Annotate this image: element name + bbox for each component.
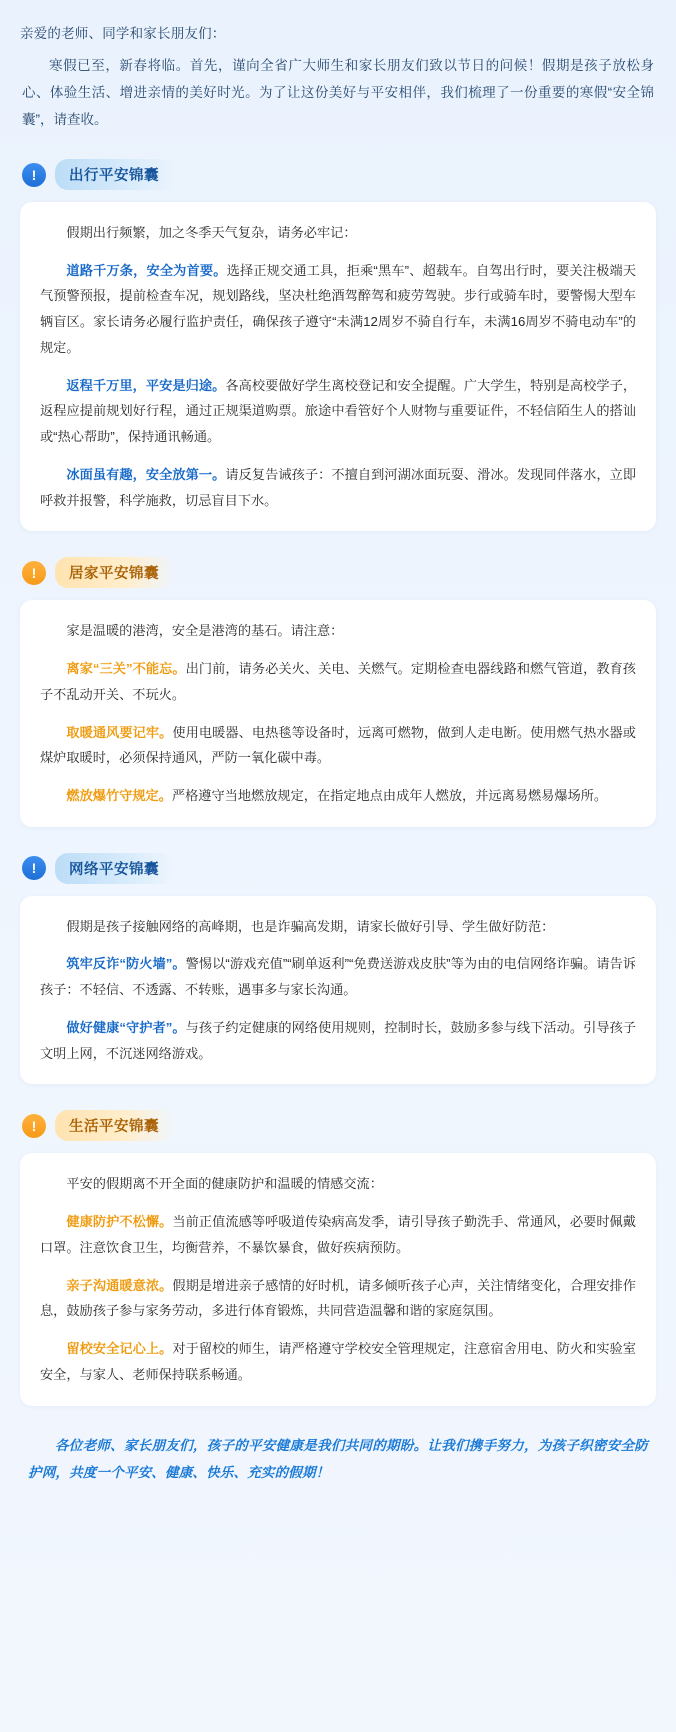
paragraph-lead: 离家“三关”不能忘。 (66, 661, 186, 677)
paragraph-text: 与孩子约定健康的网络使用规则，控制时长，鼓励多参与线下活动。引导孩子文明上网，不沉迷网络游戏。 (40, 1019, 636, 1061)
paragraph-lead: 亲子沟通暖意浓。 (66, 1277, 173, 1293)
paragraph (40, 1273, 636, 1324)
paragraph (40, 914, 636, 940)
section-heading-3 (22, 853, 658, 884)
paragraph-lead: 做好健康“守护者”。 (66, 1019, 186, 1035)
paragraph-lead: 返程千万里，平安是归途。 (66, 377, 226, 393)
exclamation-icon: ! (22, 856, 46, 880)
paragraph-lead: 健康防护不松懈。 (66, 1214, 173, 1230)
paragraph-lead: 燃放爆竹守规定。 (66, 788, 172, 804)
greeting-line: 亲爱的老师、同学和家长朋友们： (20, 26, 226, 41)
paragraph-text: 使用电暖器、电热毯等设备时，远离可燃物，做到人走电断。使用燃气热水器或煤炉取暖时，必须保持通风，严防一氧化碳中毒。 (40, 724, 636, 766)
paragraph-lead: 留校安全记心上。 (66, 1341, 173, 1357)
paragraph (40, 951, 636, 1002)
section-card-2 (20, 600, 656, 826)
section-title-3: 网络平安锦囊 (55, 853, 175, 884)
section-heading-2 (22, 557, 658, 588)
paragraph (40, 258, 636, 361)
section-title-1: 出行平安锦囊 (55, 159, 175, 190)
paragraph (40, 1171, 636, 1197)
paragraph-text: 严格遵守当地燃放规定，在指定地点由成年人燃放，并远离易燃易爆场所。 (171, 788, 608, 804)
paragraph (40, 720, 636, 771)
paragraph-text: 请反复告诫孩子：不擅自到河湖冰面玩耍、滑冰。发现同伴落水，立即呼救并报警，科学施救，切忌盲目下水。 (40, 466, 637, 508)
section-card-4 (20, 1153, 656, 1405)
section-heading-4 (22, 1110, 658, 1141)
paragraph-text: 警惕以“游戏充值”“刷单返利”“免费送游戏皮肤”等为由的电信网络诈骗。请告诉孩子：不轻信、不透露、不转账，遇事多与家长沟通。 (40, 956, 636, 998)
paragraph-text: 平安的假期离不开全面的健康防护和温暖的情感交流： (66, 1176, 383, 1192)
paragraph (40, 656, 636, 707)
paragraph-lead: 道路千万条，安全为首要。 (66, 262, 227, 278)
intro-paragraph: 寒假已至，新春将临。首先，谨向全省广大师生和家长朋友们致以节日的问候！假期是孩子放松身心、体验生活、增进亲情的美好时光。为了让这份美好与平安相伴，我们梳理了一份重要的寒假“安全锦囊”，请查收。 (22, 58, 654, 127)
exclamation-icon: ! (22, 163, 46, 187)
paragraph-text: 对于留校的师生，请严格遵守学校安全管理规定，注意宿舍用电、防火和实验室安全，与家人、老师保持联系畅通。 (40, 1341, 636, 1382)
paragraph (40, 1209, 636, 1260)
paragraph (40, 783, 636, 809)
paragraph (40, 1336, 636, 1387)
paragraph-text: 假期是孩子接触网络的高峰期，也是诈骗高发期，请家长做好引导、学生做好防范： (66, 918, 555, 934)
paragraph (40, 220, 636, 246)
paragraph-text: 假期是增进亲子感情的好时机，请多倾听孩子心声，关注情绪变化，合理安排作息，鼓励孩子参与家务劳动，多进行体育锻炼，共同营造温馨和谐的家庭氛围。 (40, 1277, 636, 1319)
section-card-3 (20, 896, 656, 1085)
paragraph-lead: 筑牢反诈“防火墙”。 (66, 956, 186, 972)
exclamation-icon: ! (22, 1114, 46, 1138)
closing-paragraph: 各位老师、家长朋友们，孩子的平安健康是我们共同的期盼。让我们携手努力，为孩子织密安全防护网，共度一个平安、健康、快乐、充实的假期！ (28, 1437, 648, 1480)
paragraph-text: 家是温暖的港湾，安全是港湾的基石。请注意： (66, 623, 344, 639)
paragraph-text: 各高校要做好学生离校登记和安全提醒。广大学生，特别是高校学子，返程应提前规划好行程，通过正规渠道购票。旅途中看管好个人财物与重要证件，不轻信陌生人的搭讪或“热心帮助”，保持通讯畅通。 (40, 377, 637, 445)
section-card-1 (20, 202, 656, 531)
paragraph (40, 462, 636, 513)
paragraph-text: 当前正值流感等呼吸道传染病高发季，请引导孩子勤洗手、常通风，必要时佩戴口罩。注意饮食卫生，均衡营养，不暴饮暴食，做好疾病预防。 (40, 1214, 636, 1255)
paragraph (40, 618, 636, 644)
paragraph-lead: 冰面虽有趣，安全放第一。 (66, 466, 226, 482)
paragraph-text: 出门前，请务必关火、关电、关燃气。定期检查电器线路和燃气管道，教育孩子不乱动开关、不玩火。 (40, 661, 636, 702)
paragraph (40, 1015, 636, 1066)
section-heading-1 (22, 159, 658, 190)
paragraph-text: 选择正规交通工具，拒乘“黑车”、超载车。自驾出行时，要关注极端天气预警预报，提前检查车况，规划路线，坚决杜绝酒驾醉驾和疲劳驾驶。步行或骑车时，要警惕大型车辆盲区。家长请务必履行监护责任，确保孩子遵守“未满12周岁不骑自行车，未满16周岁不骑电动车”的规定。 (40, 262, 637, 355)
exclamation-icon: ! (22, 561, 46, 585)
section-title-2: 居家平安锦囊 (55, 557, 175, 588)
section-title-4: 生活平安锦囊 (55, 1110, 175, 1141)
paragraph (40, 373, 636, 450)
paragraph-lead: 取暖通风要记牢。 (66, 724, 173, 740)
paragraph-text: 假期出行频繁，加之冬季天气复杂，请务必牢记： (66, 225, 357, 240)
